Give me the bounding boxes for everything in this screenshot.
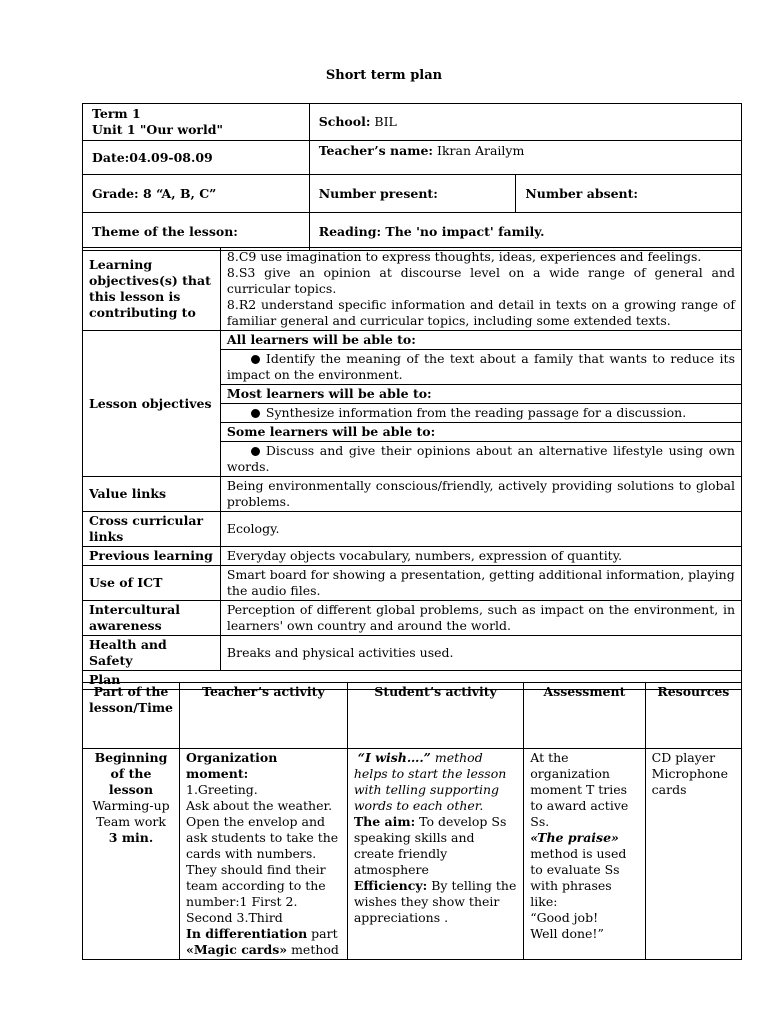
some-learners-text: Discuss and give their opinions about an alternative lifestyle using own words. [226,443,735,474]
teacher-cell [309,141,741,175]
differentiation-text: part [307,926,338,941]
ict-value: Smart board for showing a presentation, getting additional information, playing the audio files. [220,566,741,601]
wish-method: “I wish….” [357,750,431,765]
plan-resources-cell [645,749,741,960]
ict-label: Use of ICT [83,566,221,601]
part-time: 3 min. [108,830,154,845]
magic-cards-label: «Magic cards» [186,942,288,957]
number-present-cell: Number present: [309,175,516,213]
plan-part-cell [83,749,180,960]
wish-text: method helps to start the lesson with telling supporting words to each other. [353,750,507,813]
student-efficiency [354,878,517,926]
date-cell: Date:04.09-08.09 [83,141,310,175]
plan-student-cell [347,749,523,960]
plan-header-assessment: Assessment [524,683,645,749]
health-safety-value: Breaks and physical activities used. [220,636,741,671]
term-cell [83,104,310,141]
previous-learning-value: Everyday objects vocabulary, numbers, expression of quantity. [220,547,741,566]
assessment-text: At the organization moment T tries to award active Ss. [530,750,629,829]
objective-item: 8.C9 use imagination to express thoughts, ideas, experiences and feelings. [226,249,702,264]
magic-cards-text: method [287,942,339,957]
efficiency-label: Efficiency: [353,878,428,893]
teacher-value: Ikran Arailym [433,143,525,158]
previous-learning-label: Previous learning [83,547,221,566]
some-learners-cell [220,442,741,477]
teacher-line: They should find their team according to the number:1 First 2. Second 3.Third [186,862,326,925]
theme-value-cell: Reading: The 'no impact' family. [309,213,741,251]
teacher-magic-cards [186,942,341,958]
plan-teacher-cell [180,749,348,960]
school-value: BIL [370,114,397,129]
resource-item: CD player [651,750,716,765]
all-learners-text: Identify the meaning of the text about a family that wants to reduce its impact on the environment. [226,351,735,382]
some-learners-label: Some learners will be able to: [220,423,741,442]
lesson-objectives-label: Lesson objectives [83,331,221,477]
bullet-icon [251,447,260,456]
plan-header-teacher: Teacher’s activity [180,683,348,749]
health-safety-label: Health and Safety [83,636,221,671]
most-learners-label: Most learners will be able to: [220,385,741,404]
part-beginning: Beginning of the lesson [94,750,168,797]
school-label: School: [318,114,371,129]
assessment-praise [530,830,638,910]
unit-label: Unit 1 "Our world" [92,122,224,137]
praise-method: «The praise» [530,830,619,845]
all-learners-label: All learners will be able to: [220,331,741,350]
teacher-line: Open the envelop and ask students to take the cards with numbers. [186,814,339,861]
student-aim [354,814,517,878]
plan-header-resources: Resources [645,683,741,749]
resource-item: cards [651,782,687,797]
cross-curricular-value: Ecology. [220,512,741,547]
intercultural-value: Perception of different global problems, such as impact on the environment, in learners' own country and around the world. [220,601,741,636]
differentiation-label: In differentiation [186,926,308,941]
most-learners-text: Synthesize information from the reading passage for a discussion. [265,405,687,420]
theme-label-cell: Theme of the lesson: [83,213,310,251]
part-warmup: Warming-up Team work [92,798,170,829]
teacher-line: Ask about the weather. [186,798,333,813]
objective-item: 8.S3 give an opinion at discourse level on a wide range of general and curricular topics. [226,265,735,296]
resource-item: Microphone [651,766,728,781]
assessment-quote: “Good job! [530,910,599,925]
intercultural-label: Intercultural awareness [83,601,221,636]
grade-cell: Grade: 8 “A, B, C” [83,175,310,213]
header-table [82,103,742,251]
organization-moment-label: Organization moment: [186,750,278,781]
plan-header-student: Student’s activity [347,683,523,749]
details-table [82,247,742,690]
teacher-label: Teacher’s name: [318,143,434,158]
most-learners-cell [220,404,741,423]
objective-item: 8.R2 understand specific information and detail in texts on a growing range of familiar general and curricular topics, including some extended texts. [226,297,735,328]
bullet-icon [251,409,260,418]
term-label: Term 1 [92,106,141,121]
learning-objectives-cell [220,248,741,331]
efficiency-text: By telling the wishes they show their appreciations . [353,878,517,925]
praise-text: method is used to evaluate Ss with phrases like: [530,846,627,909]
all-learners-cell [220,350,741,385]
plan-assessment-cell [524,749,645,960]
aim-text: To develop Ss speaking skills and create friendly atmosphere [353,814,507,877]
student-wish [354,750,517,814]
page-title: Short term plan [325,68,443,83]
aim-label: The aim: [353,814,416,829]
teacher-line: 1.Greeting. [186,782,258,797]
learning-objectives-label: Learning objectives(s) that this lesson is contributing to [83,248,221,331]
plan-header-part: Part of the lesson/Time [83,683,180,749]
cross-curricular-label: Cross curricular links [83,512,221,547]
number-absent-cell: Number absent: [516,175,742,213]
assessment-quote: Well done!” [530,926,604,941]
value-links-label: Value links [83,477,221,512]
teacher-differentiation [186,926,341,942]
school-cell [309,104,741,141]
value-links-value: Being environmentally conscious/friendly, actively providing solutions to global problems. [220,477,741,512]
plan-table [82,682,742,960]
bullet-icon [251,355,260,364]
plan-heading: Plan [83,671,742,690]
